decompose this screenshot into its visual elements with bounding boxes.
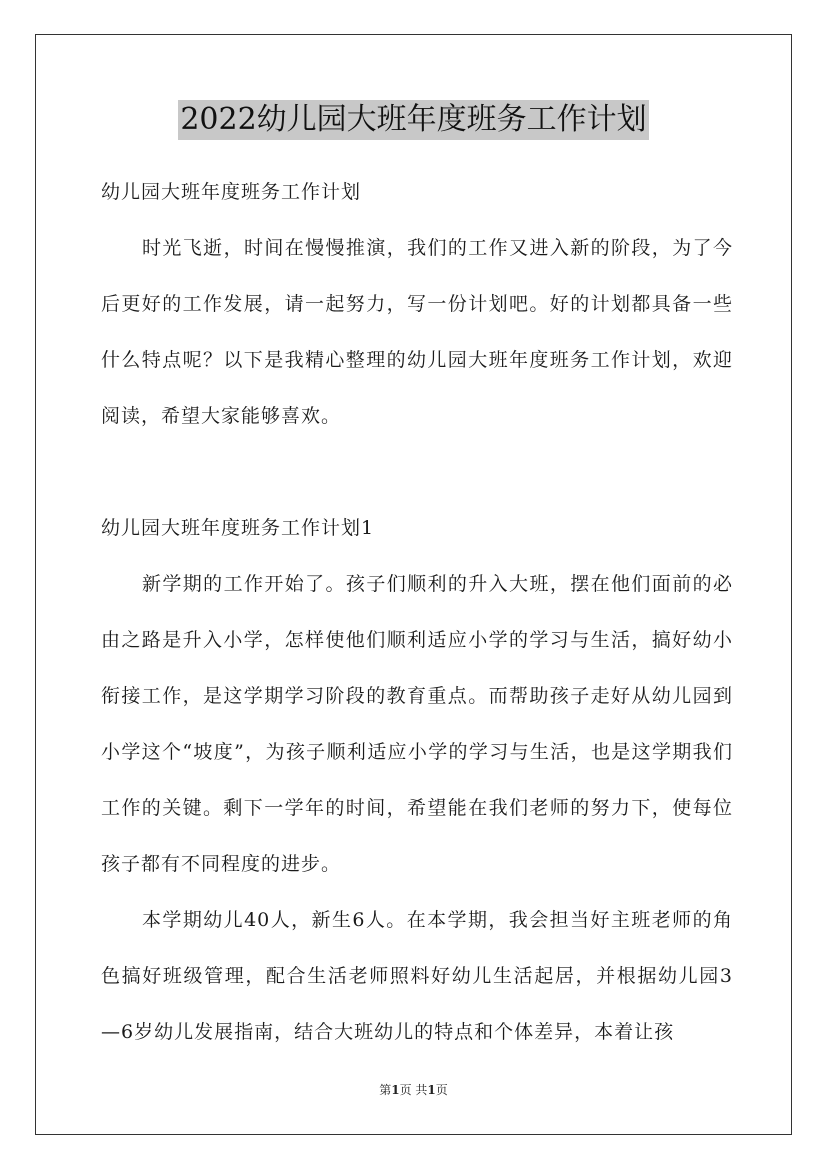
- page-current-number: 1: [391, 1083, 400, 1097]
- section-paragraph-1: 新学期的工作开始了。孩子们顺利的升入大班，摆在他们面前的必由之路是升入小学，怎样使他们顺利适应小学的学习与生活，搞好幼小衔接工作，是这学期学习阶段的教育重点。而帮助孩子走好从幼儿园到小学这个“坡度”，为孩子顺利适应小学的学习与生活，也是这学期我们工作的关键。剩下一学年的时间，希望能在我们老师的努力下，使每位孩子都有不同程度的进步。: [101, 573, 733, 875]
- paragraph-spacer: [101, 444, 733, 500]
- intro-paragraph: 时光飞逝，时间在慢慢推演，我们的工作又进入新的阶段，为了今后更好的工作发展，请一起努力，写一份计划吧。好的计划都具备一些什么特点呢？以下是我精心整理的幼儿园大班年度班务工作计划，欢迎阅读，希望大家能够喜欢。: [101, 237, 733, 427]
- page-footer: [0, 1080, 827, 1100]
- section-heading: 幼儿园大班年度班务工作计划1: [101, 517, 375, 539]
- page-label-mid: 页 共: [399, 1083, 428, 1097]
- document-title: 2022幼儿园大班年度班务工作计划: [178, 100, 648, 140]
- document-subtitle: 幼儿园大班年度班务工作计划: [101, 181, 362, 203]
- section-paragraph-2: 本学期幼儿40人，新生6人。在本学期，我会担当好主班老师的角色搞好班级管理，配合生活老师照料好幼儿生活起居，并根据幼儿园3—6岁幼儿发展指南，结合大班幼儿的特点和个体差异，本着让孩: [101, 909, 733, 1043]
- title-area: [0, 100, 827, 140]
- page-total-number: 1: [427, 1083, 436, 1097]
- document-body: [101, 164, 733, 1060]
- page-label-prefix: 第: [379, 1083, 392, 1097]
- page-label-suffix: 页: [435, 1083, 448, 1097]
